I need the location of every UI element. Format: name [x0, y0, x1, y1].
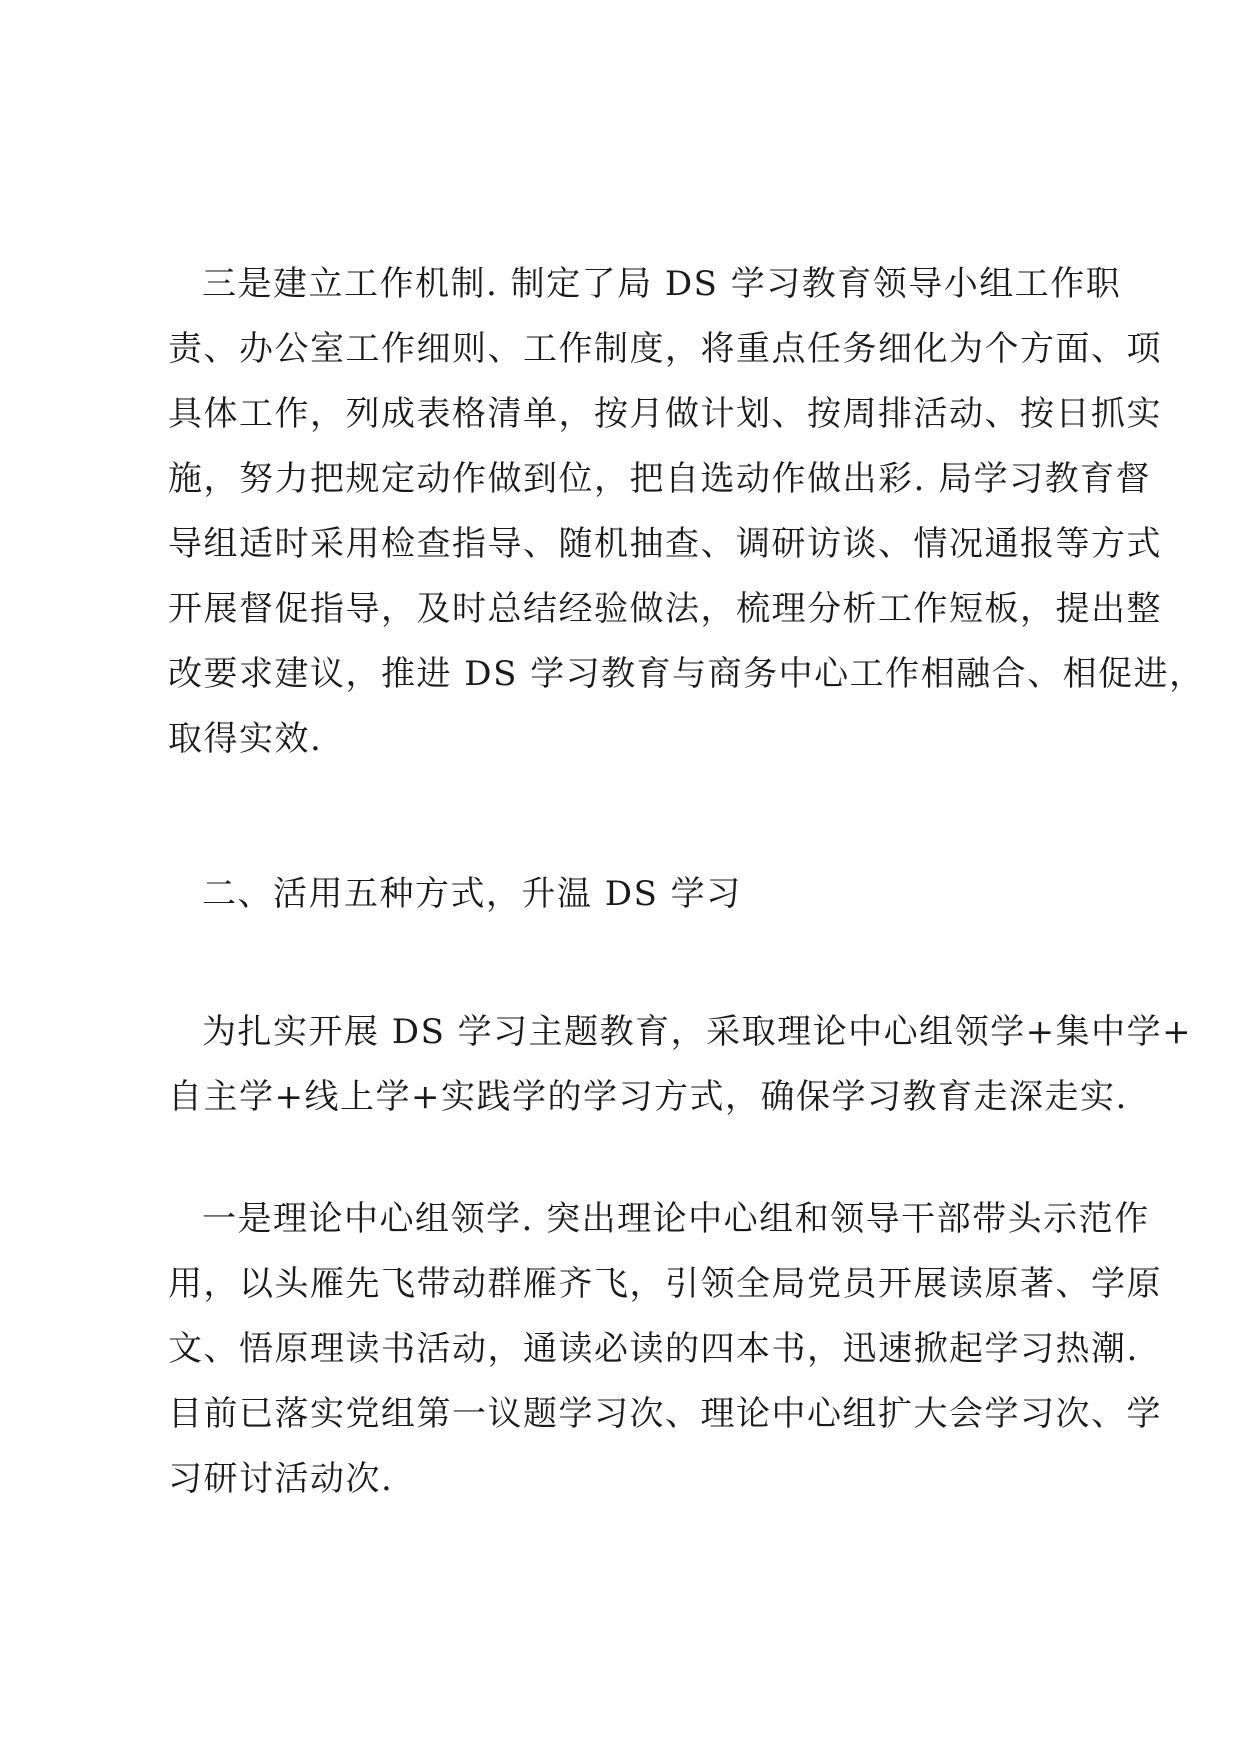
paragraph-line: 为扎实开展 DS 学习主题教育，采取理论中心组领学+集中学+: [202, 1012, 1193, 1052]
paragraph-line: 目前已落实党组第一议题学习次、理论中心组扩大会学习次、学: [168, 1394, 1162, 1434]
paragraph-line: 取得实效.: [168, 719, 323, 759]
paragraph-line: 文、悟原理读书活动，通读必读的四本书，迅速掀起学习热潮.: [168, 1329, 1139, 1369]
paragraph-line: 施，努力把规定动作做到位，把自选动作做出彩. 局学习教育督: [168, 459, 1152, 499]
paragraph-line: 用，以头雁先飞带动群雁齐飞，引领全局党员开展读原著、学原: [168, 1264, 1162, 1304]
paragraph-line: 导组适时采用检查指导、随机抽查、调研访谈、情况通报等方式: [168, 524, 1162, 564]
paragraph-line: 三是建立工作机制. 制定了局 DS 学习教育领导小组工作职: [202, 264, 1122, 304]
paragraph-line: 改要求建议，推进 DS 学习教育与商务中心工作相融合、相促进，: [168, 654, 1205, 694]
section-heading: [168, 862, 1098, 927]
paragraph-line: 一是理论中心组领学. 突出理论中心组和领导干部带头示范作: [202, 1199, 1150, 1239]
paragraph-line: 开展督促指导，及时总结经验做法，梳理分析工作短板，提出整: [168, 589, 1162, 629]
paragraph-line: 责、办公室工作细则、工作制度，将重点任务细化为个方面、项: [168, 329, 1162, 369]
paragraph-line: 具体工作，列成表格清单，按月做计划、按周排活动、按日抓实: [168, 394, 1162, 434]
paragraph-theory-group-study: [168, 1187, 1162, 1512]
paragraph-work-mechanism: [168, 252, 1205, 772]
section-heading-text: 二、活用五种方式，升温 DS 学习: [202, 874, 742, 914]
paragraph-line: 自主学+线上学+实践学的学习方式，确保学习教育走深走实.: [168, 1077, 1128, 1117]
paragraph-line: 习研讨活动次.: [168, 1459, 394, 1499]
paragraph-learning-methods: [168, 1000, 1193, 1130]
